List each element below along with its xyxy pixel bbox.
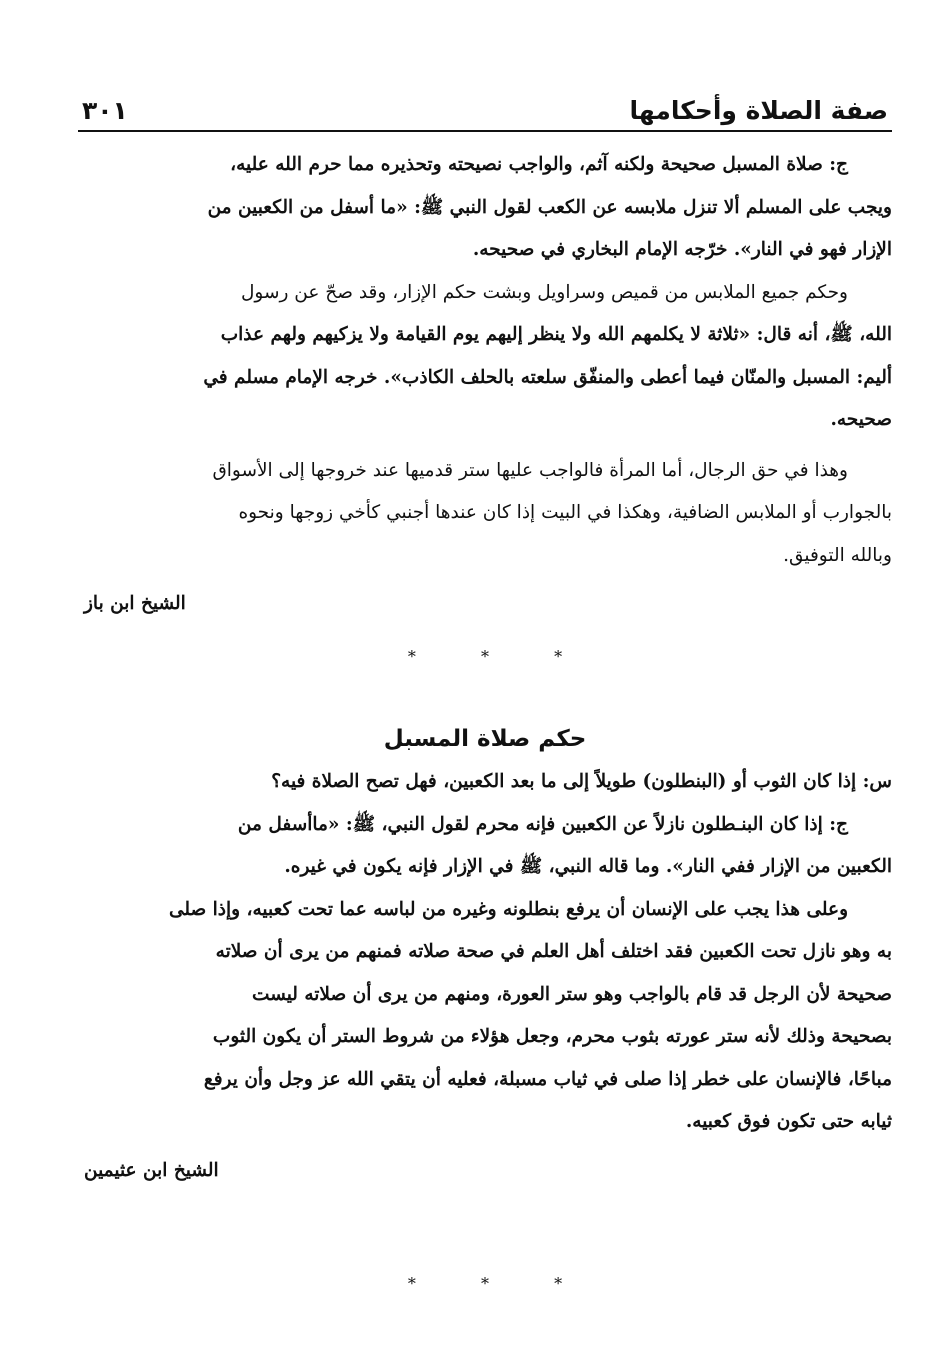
paragraph-line: ثيابه حتى تكون فوق كعبيه. <box>685 1111 892 1132</box>
section-divider: * * * <box>407 647 593 666</box>
paragraph-line: صحيحة لأن الرجل قد قام بالواجب وهو ستر العورة، ومنهم من يرى أن صلاته ليست <box>252 983 892 1005</box>
answer-line: ج: صلاة المسبل صحيحة ولكنه آثم، والواجب نصيحته وتحذيره مما حرم الله عليه، <box>230 154 848 175</box>
paragraph-line: مباحًا، فالإنسان على خطر إذا صلى في ثياب مسبلة، فعليه أن يتقي الله عز وجل وأن يرفع <box>203 1068 892 1090</box>
section-title: حكم صلاة المسبل <box>383 726 587 752</box>
paragraph-line: أليم: المسبل والمنّان فيما أعطى والمنفّق سلعته بالحلف الكاذب». خرجه الإمام مسلم في <box>203 366 892 388</box>
answer-line: الإزار فهو في النار». خرّجه الإمام البخاري في صحيحه. <box>472 239 892 260</box>
answer-line: ويجب على المسلم ألا تنزل ملابسه عن الكعب لقول النبي ﷺ: «ما أسفل من الكعبين من <box>207 196 892 218</box>
section-divider: * * * <box>407 1273 593 1293</box>
paragraph-line: الله، ﷺ، أنه قال: «ثلاثة لا يكلمهم الله ولا ينظر إليهم يوم القيامة ولا يزكيهم ولهم عذاب <box>220 324 892 345</box>
paragraph-line: وبالله التوفيق. <box>783 544 892 566</box>
paragraph-line: وعلى هذا يجب على الإنسان أن يرفع بنطلونه وغيره من لباسه عما تحت كعبيه، وإذا صلى <box>168 898 848 920</box>
book-page <box>78 88 892 1296</box>
paragraph-line: به وهو نازل تحت الكعبين فقد اختلف أهل العلم في صحة صلاته فمنهم من يرى أن صلاته <box>215 941 892 962</box>
page-number: ٣٠١ <box>82 96 128 125</box>
paragraph-line: صحيحه. <box>830 409 892 430</box>
paragraph-line: بصحيحة وذلك لأنه ستر عورته بثوب محرم، وجعل هؤلاء من شروط الستر أن يكون الثوب <box>212 1026 892 1047</box>
paragraph-line: بالجوارب أو الملابس الضافية، وهكذا في البيت إذا كان عندها أجنبي كأخي زوجها ونحوه <box>238 502 892 523</box>
signature-ibn-baz: الشيخ ابن باز <box>84 593 186 614</box>
page-header <box>78 88 892 132</box>
answer-line: ج: إذا كان البنـطلون نازلاً عن الكعبين فإنه محرم لقول النبي، ﷺ: «ماأسفل من <box>237 813 848 835</box>
question-line: س: إذا كان الثوب أو (البنطلون) طويلاً إلى ما بعد الكعبين، فهل تصح الصلاة فيه؟ <box>271 771 892 792</box>
signature-ibn-uthaymeen: الشيخ ابن عثيمين <box>84 1159 219 1181</box>
paragraph-line: وحكم جميع الملابس من قميص وسراويل وبشت حكم الإزار، وقد صحّ عن رسول <box>240 281 848 303</box>
running-title: صفة الصلاة وأحكامها <box>629 96 888 125</box>
page-content <box>78 132 892 1296</box>
paragraph-line: وهذا في حق الرجال، أما المرأة فالواجب عليها ستر قدميها عند خروجها إلى الأسواق <box>212 459 848 481</box>
answer-line: الكعبين من الإزار ففي النار». وما قاله النبي، ﷺ في الإزار فإنه يكون في غيره. <box>284 856 892 877</box>
